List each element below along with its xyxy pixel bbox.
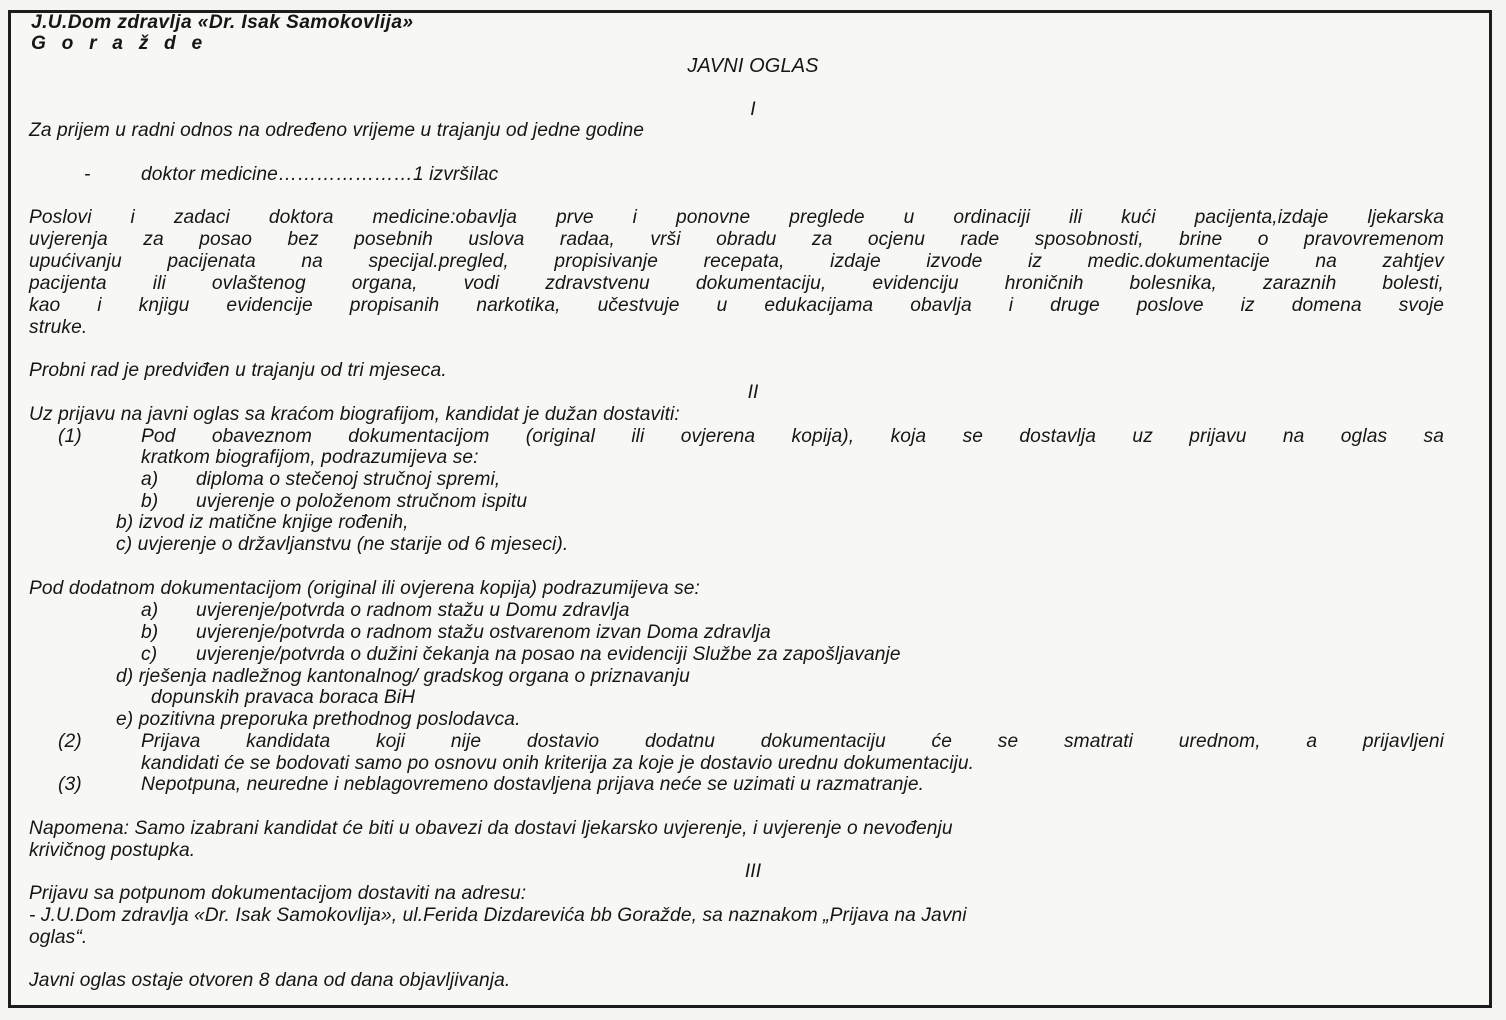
item-number: (3) — [58, 774, 82, 795]
position-bullet: - — [84, 164, 91, 185]
additional-letter: a) — [141, 600, 159, 621]
additional-line: d) rješenja nadležnog kantonalnog/ gradskog organa o priznavanju — [116, 666, 690, 687]
additional-text: uvjerenje/potvrda o dužini čekanja na posao na evidenciji Službe za zapošljavanje — [196, 644, 901, 665]
duties-line: upućivanju pacijenata na specijal.pregled, propisivanje recepata, izdaje izvode iz medic.dokumentacije na zahtjev — [29, 251, 1444, 272]
position-line: doktor medicine…………………1 izvršilac — [141, 164, 499, 185]
item-number: (1) — [58, 426, 82, 447]
item1-line: Pod obaveznom dokumentacijom (original ili ovjerena kopija), koja se dostavlja uz prijavu na oglas sa — [141, 426, 1444, 447]
address-line: oglas“. — [29, 927, 88, 948]
duties-line: pacijenta ili ovlaštenog organa, vodi zdravstvenu dokumentaciju, evidenciju hroničnih bolesnika, zaraznih bolesti, — [29, 273, 1444, 294]
notice-title: JAVNI OGLAS — [687, 55, 819, 77]
duties-line: Poslovi i zadaci doktora medicine:obavlja prve i ponovne preglede u ordinaciji ili kući pacijenta,izdaje ljekarska — [29, 207, 1444, 228]
subitem-text: uvjerenje o položenom stručnom ispitu — [196, 491, 528, 512]
additional-line: e) pozitivna preporuka prethodnog poslodavca. — [116, 709, 521, 730]
section3-intro: Prijavu sa potpunom dokumentacijom dostaviti na adresu: — [29, 883, 527, 904]
institution-name: J.U.Dom zdravlja «Dr. Isak Samokovlija» — [31, 12, 414, 33]
section1-intro: Za prijem u radni odnos na određeno vrijeme u trajanju od jedne godine — [29, 120, 644, 141]
subitem-letter: a) — [141, 469, 159, 490]
additional-letter: c) — [141, 644, 158, 665]
note-line: krivičnog postupka. — [29, 840, 196, 861]
item-number: (2) — [58, 731, 82, 752]
closing-text: Javni oglas ostaje otvoren 8 dana od dana objavljivanja. — [29, 970, 511, 991]
duties-line: kao i knjigu evidencije propisanih narkotika, učestvuje u edukacijama obavlja i druge poslove iz domena svoje — [29, 295, 1444, 316]
duties-line: uvjerenja za posao bez posebnih uslova radaa, vrši obradu za ocjenu rade sposobnosti, brine o pravovremenom — [29, 229, 1444, 250]
item3-text: Nepotpuna, neuredne i neblagovremeno dostavljena prijava neće se uzimati u razmatranje. — [141, 774, 925, 795]
item1-line: kratkom biografijom, podrazumijeva se: — [141, 447, 479, 468]
note-line: Napomena: Samo izabrani kandidat će biti u obavezi da dostavi ljekarsko uvjerenje, i uvjerenje o nevođenju — [29, 818, 953, 839]
item2-line: Prijava kandidata koji nije dostavio dodatnu dokumentaciju će se smatrati urednom, a prijavljeni — [141, 731, 1444, 752]
section-numeral-2: II — [747, 382, 759, 403]
item2-line: kandidati će se bodovati samo po osnovu onih kriterija za koje je dostavio urednu dokumentaciju. — [141, 753, 975, 774]
additional-intro: Pod dodatnom dokumentacijom (original ili ovjerena kopija) podrazumijeva se: — [29, 578, 700, 599]
section-numeral-3: III — [744, 861, 762, 882]
section2-intro: Uz prijavu na javni oglas sa kraćom biografijom, kandidat je dužan dostaviti: — [29, 404, 680, 425]
probation-text: Probni rad je predviđen u trajanju od tri mjeseca. — [29, 360, 447, 381]
additional-line: dopunskih pravaca boraca BiH — [151, 687, 416, 708]
subitem-line: c) uvjerenje o državljanstvu (ne starije od 6 mjeseci). — [116, 534, 569, 555]
duties-line: struke. — [29, 317, 88, 338]
institution-city: G o r a ž d e — [31, 33, 208, 54]
subitem-line: b) izvod iz matične knjige rođenih, — [116, 512, 409, 533]
section-numeral-1: I — [750, 99, 756, 120]
additional-letter: b) — [141, 622, 159, 643]
additional-text: uvjerenje/potvrda o radnom stažu ostvarenom izvan Doma zdravlja — [196, 622, 771, 643]
address-line: - J.U.Dom zdravlja «Dr. Isak Samokovlija», ul.Ferida Dizdarevića bb Goražde, sa naznakom „Prijava na Javni — [29, 905, 967, 926]
additional-text: uvjerenje/potvrda o radnom stažu u Domu zdravlja — [196, 600, 630, 621]
subitem-letter: b) — [141, 491, 159, 512]
subitem-text: diploma o stečenoj stručnoj spremi, — [196, 469, 501, 490]
